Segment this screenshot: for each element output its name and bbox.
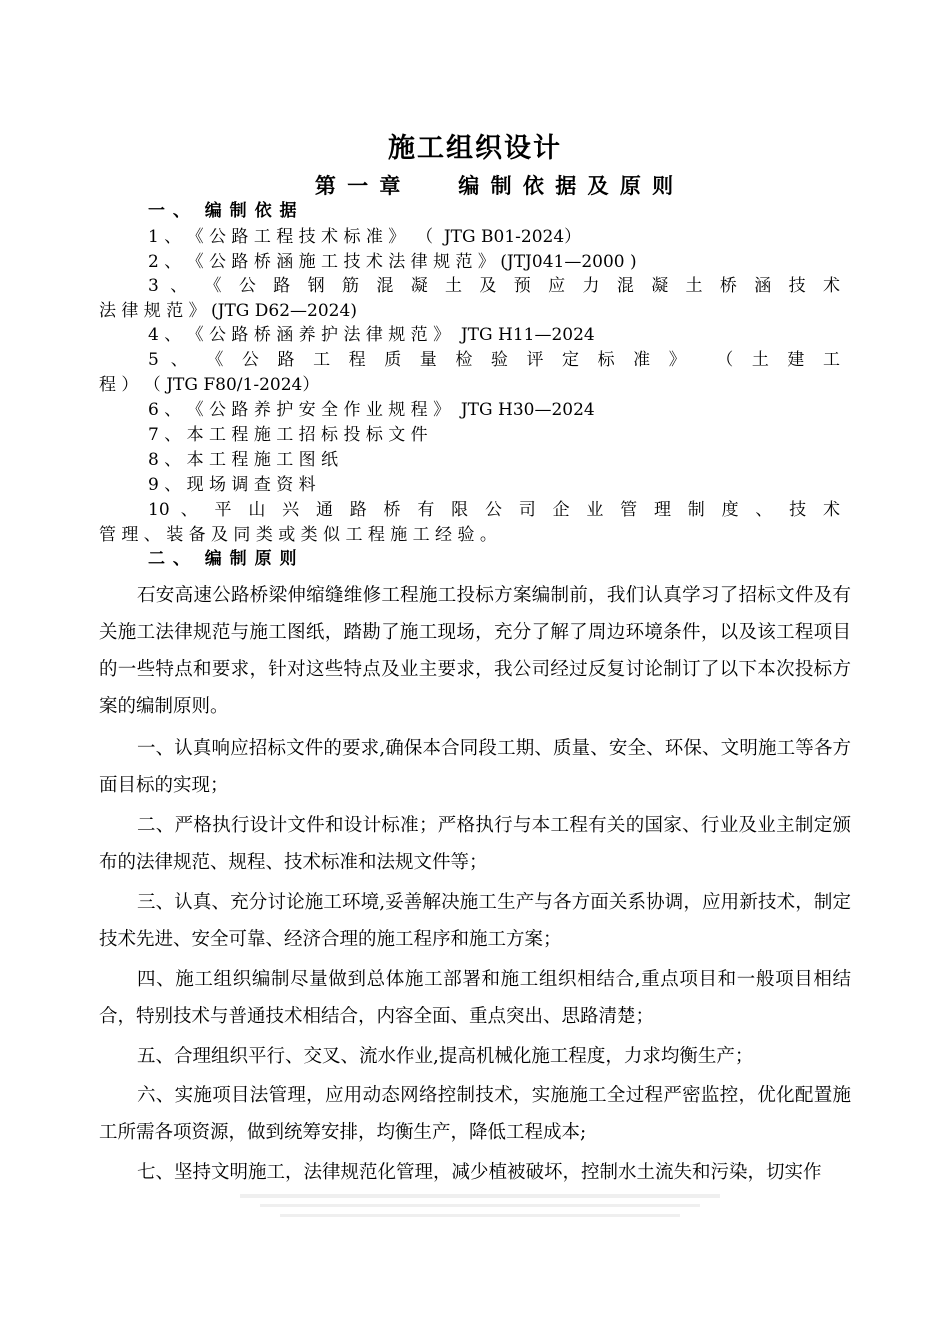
principle-paragraph-3: 三、认真、充分讨论施工环境,妥善解决施工生产与各方面关系协调，应用新技术，制定技术先进、安全可靠、经济合理的施工程序和施工方案； (99, 892, 851, 950)
basis-item-5-cont: 程 ） （ JTG F80/1-2024） (99, 375, 320, 395)
principle-paragraph-7: 七、坚持文明施工，法律规范化管理，减少植被破坏，控制水土流失和污染，切实作 (137, 1162, 822, 1183)
basis-item-5: 5 、 《 公 路 工 程 质 量 检 验 评 定 标 准 》 （ 土 建 工 (148, 350, 840, 370)
principle-paragraph-5: 五、合理组织平行、交叉、流水作业,提高机械化施工程度，力求均衡生产； (137, 1046, 754, 1067)
principle-paragraph-4: 四、施工组织编制尽量做到总体施工部署和施工组织相结合,重点项目和一般项目相结合，特别技术与普通技术相结合，内容全面、重点突出、思路清楚； (99, 969, 851, 1027)
basis-item-1: 1 、 《 公 路 工 程 技 术 标 准 》 （ JTG B01-2024） (148, 227, 582, 247)
basis-item-3-cont: 法 律 规 范 》 (JTG D62—2024) (99, 301, 357, 321)
principle-paragraph-1: 一、认真响应招标文件的要求,确保本合同段工期、质量、安全、环保、文明施工等各方面目标的实现； (99, 738, 851, 796)
principle-paragraph-6: 六、实施项目法管理，应用动态网络控制技术，实施施工全过程严密监控，优化配置施工所需各项资源，做到统筹安排，均衡生产，降低工程成本; (99, 1085, 851, 1143)
basis-item-10-cont: 管 理 、 装 备 及 同 类 或 类 似 工 程 施 工 经 验 。 (99, 525, 497, 545)
principles-intro-paragraph: 石安高速公路桥梁伸缩缝维修工程施工投标方案编制前，我们认真学习了招标文件及有关施工法律规范与施工图纸，踏勘了施工现场，充分了解了周边环境条件，以及该工程项目的一些特点和要求，针对这些特点及业主要求，我公司经过反复讨论制订了以下本次投标方案的编制原则。 (99, 585, 851, 717)
document-title: 施工组织设计 (388, 133, 562, 164)
basis-item-6: 6 、 《 公 路 养 护 安 全 作 业 规 程 》 JTG H30—2024 (148, 400, 595, 420)
basis-item-3: 3 、 《 公 路 钢 筋 混 凝 土 及 预 应 力 混 凝 土 桥 涵 技 术 (148, 276, 840, 296)
basis-item-9: 9 、 现 场 调 查 资 料 (148, 475, 316, 495)
basis-item-10: 10 、 平 山 兴 通 路 桥 有 限 公 司 企 业 管 理 制 度 、 技 术 (148, 500, 840, 520)
basis-item-7: 7 、 本 工 程 施 工 招 标 投 标 文 件 (148, 425, 428, 445)
section-heading-basis: 一 、 编 制 依 据 (148, 201, 298, 221)
section-heading-principles: 二 、 编 制 原 则 (148, 549, 298, 569)
chapter-heading: 第 一 章 编 制 依 据 及 原 则 (314, 173, 676, 198)
principle-paragraph-2: 二、严格执行设计文件和设计标准；严格执行与本工程有关的国家、行业及业主制定颁布的法律规范、规程、技术标准和法规文件等； (99, 815, 851, 873)
basis-item-4: 4 、 《 公 路 桥 涵 养 护 法 律 规 范 》 JTG H11—2024 (148, 325, 595, 345)
basis-item-8: 8 、 本 工 程 施 工 图 纸 (148, 450, 339, 470)
basis-item-2: 2 、 《 公 路 桥 涵 施 工 技 术 法 律 规 范 》 (JTJ041—2000 ) (148, 252, 637, 272)
watermark-texture (240, 1188, 720, 1224)
